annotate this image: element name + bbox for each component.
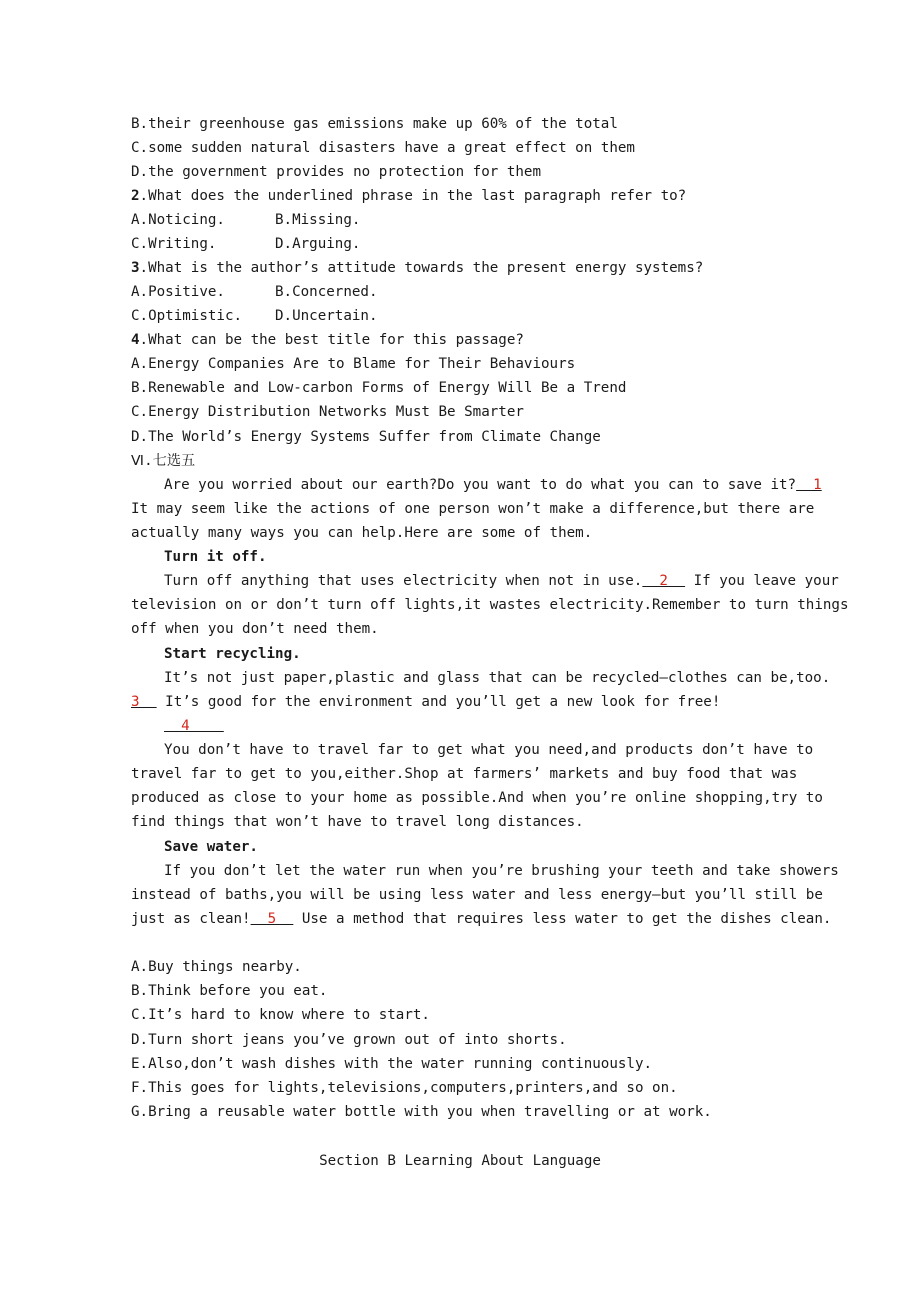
option-f: F.This goes for lights,televisions,computers,printers,and so on. [131, 1080, 678, 1096]
p2-line1-text-b: If you leave your [685, 573, 839, 589]
q4-option-d: D.The World’s Energy Systems Suffer from Climate Change [131, 429, 601, 445]
p1-line2: It may seem like the actions of one person won’t make a difference,but there are [131, 501, 815, 517]
q3-option-b: B.Concerned. [275, 284, 378, 300]
p5-line3 [131, 907, 832, 931]
p3-line2-text: It’s good for the environment and you’ll get a new look for free! [156, 694, 721, 710]
q3-stem [131, 256, 791, 280]
q3-options-cd [131, 304, 791, 328]
heading-turn-it-off: Turn it off. [164, 549, 267, 565]
heading-start-recycling: Start recycling. [164, 646, 301, 662]
q3-options-ab [131, 280, 791, 304]
p1-line3: actually many ways you can help.Here are some of them. [131, 525, 593, 541]
p5-line2: instead of baths,you will be using less water and less energy—but you’ll still be [131, 887, 823, 903]
q3-option-d: D.Uncertain. [275, 308, 378, 324]
q1-option-c: C.some sudden natural disasters have a great effect on them [131, 140, 635, 156]
p4-line4: find things that won’t have to travel long distances. [131, 814, 584, 830]
q2-option-c: C.Writing. [131, 236, 217, 252]
option-d: D.Turn short jeans you’ve grown out of into shorts. [131, 1032, 567, 1048]
blank-3: 3 [131, 694, 157, 710]
q2-options-ab [131, 208, 791, 232]
option-b: B.Think before you eat. [131, 983, 328, 999]
blank-1: 1 [796, 477, 822, 493]
p1-line1-text: Are you worried about our earth?Do you want to do what you can to save it? [164, 477, 797, 493]
q2-options-cd [131, 232, 791, 256]
q4-option-b: B.Renewable and Low-carbon Forms of Energy Will Be a Trend [131, 380, 627, 396]
p4-line1: You don’t have to travel far to get what you need,and products don’t have to [164, 742, 814, 758]
option-e: E.Also,don’t wash dishes with the water running continuously. [131, 1056, 653, 1072]
q4-number: 4 [131, 332, 140, 348]
p1-line1 [164, 473, 822, 497]
p3-line2 [131, 690, 791, 714]
q4-stem [131, 328, 791, 352]
q3-text: .What is the author’s attitude towards the present energy systems? [139, 260, 704, 276]
q3-number: 3 [131, 260, 140, 276]
p2-line1-text-a: Turn off anything that uses electricity when not in use. [164, 573, 643, 589]
q2-stem [131, 184, 791, 208]
q2-number: 2 [131, 188, 140, 204]
p5-line1: If you don’t let the water run when you’re brushing your teeth and take showers [164, 863, 839, 879]
q2-option-d: D.Arguing. [275, 236, 361, 252]
p2-line2: television on or don’t turn off lights,it wastes electricity.Remember to turn things [131, 597, 849, 613]
q4-option-c: C.Energy Distribution Networks Must Be Smarter [131, 404, 524, 420]
section-title: Section B Learning About Language [319, 1153, 601, 1169]
p2-line1 [164, 569, 839, 593]
q3-option-a: A.Positive. [131, 284, 225, 300]
q3-option-c: C.Optimistic. [131, 308, 243, 324]
blank-2: 2 [642, 573, 686, 589]
blank-4: 4 [164, 718, 224, 734]
section-heading: Ⅵ.七选五 [131, 453, 196, 469]
p5-line3-text-b: Use a method that requires less water to get the dishes clean. [293, 911, 832, 927]
p4-line2: travel far to get to you,either.Shop at farmers’ markets and buy food that was [131, 766, 798, 782]
p4-line3: produced as close to your home as possible.And when you’re online shopping,try to [131, 790, 823, 806]
q2-option-b: B.Missing. [275, 212, 361, 228]
q4-text: .What can be the best title for this passage? [139, 332, 524, 348]
q4-option-a: A.Energy Companies Are to Blame for Their Behaviours [131, 356, 576, 372]
q2-option-a: A.Noticing. [131, 212, 225, 228]
option-c: C.It’s hard to know where to start. [131, 1007, 430, 1023]
q1-option-d: D.the government provides no protection for them [131, 164, 541, 180]
option-a: A.Buy things nearby. [131, 959, 302, 975]
option-g: G.Bring a reusable water bottle with you when travelling or at work. [131, 1104, 712, 1120]
q2-text: .What does the underlined phrase in the last paragraph refer to? [139, 188, 687, 204]
p2-line3: off when you don’t need them. [131, 621, 379, 637]
q1-option-b: B.their greenhouse gas emissions make up 60% of the total [131, 116, 618, 132]
blank-4-line [164, 714, 791, 738]
p3-line1: It’s not just paper,plastic and glass that can be recycled—clothes can be,too. [164, 670, 831, 686]
p5-line3-text-a: just as clean! [131, 911, 251, 927]
blank-5: 5 [250, 911, 294, 927]
heading-save-water: Save water. [164, 839, 258, 855]
